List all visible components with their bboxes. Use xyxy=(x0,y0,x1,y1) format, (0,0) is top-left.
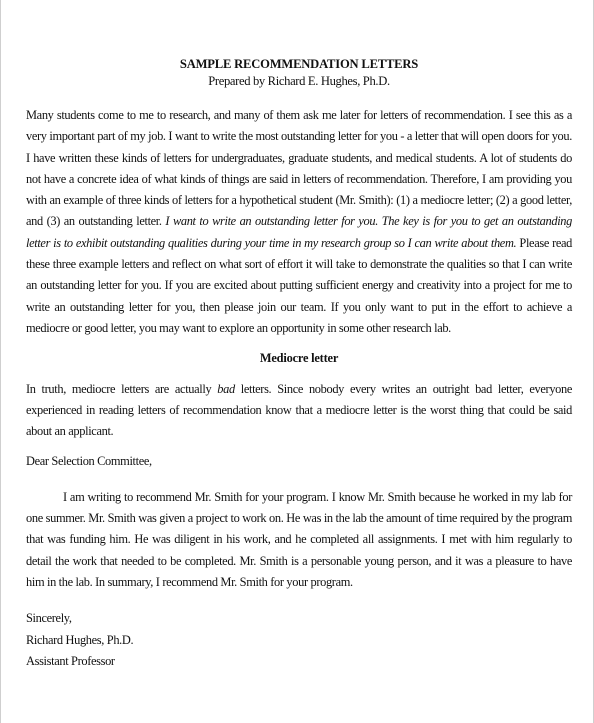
author-line: Prepared by Richard E. Hughes, Ph.D. xyxy=(208,74,390,88)
spacer xyxy=(26,593,572,608)
mediocre-intro-before: In truth, mediocre letters are actually xyxy=(26,381,218,396)
mediocre-intro-italic: bad xyxy=(217,381,235,396)
section-heading-mediocre: Mediocre letter xyxy=(259,351,339,366)
signature-name: Richard Hughes, Ph.D. xyxy=(26,632,134,647)
letter-salutation: Dear Selection Committee, xyxy=(26,454,152,469)
mediocre-intro-paragraph xyxy=(26,379,572,443)
signature-title: Assistant Professor xyxy=(26,653,115,668)
mediocre-intro-after: letters. Since nobody every writes an outright bad letter, everyone experienced in reading letters of recommendation know that a mediocre letter is the worst thing that could be said about an applicant. xyxy=(26,381,572,439)
intro-italic-text: I want to write an outstanding letter for you. The key is for you to get an outstanding letter is to exhibit outstanding qualities during your time in my research group so I can write about them. xyxy=(26,214,572,250)
letter-body: I am writing to recommend Mr. Smith for your program. I know Mr. Smith because he worked in my lab for one summer. Mr. Smith was given a project to work on. He was in the lab the amount of time required by the program that was funding him. He was diligent in his work, and he completed all assignments. I met with him regularly to detail the work that needed to be completed. Mr. Smith is a personable young person, and it was a pleasure to have him in the lab. In summary, I recommend Mr. Smith for your program. xyxy=(26,489,572,589)
document-body xyxy=(26,56,572,672)
letter-closing: Sincerely, xyxy=(26,611,72,626)
intro-paragraph xyxy=(26,105,572,339)
spacer xyxy=(26,442,572,451)
intro-text-part1: Many students come to me to research, and many of them ask me later for letters of recommendation. I see this as a very important part of my job. I want to write the most outstanding letter for you - a letter that will open doors for you. I have written these kinds of letters for undergraduates, graduate students, and medical students. A lot of students do not have a concrete idea of what kinds of things are said in letters of recommendation. Therefore, I am providing you with an example of three kinds of letters for a hypothetical student (Mr. Smith): (1) a mediocre letter; (2) a good letter, and (3) an outstanding letter. xyxy=(26,108,572,229)
spacer xyxy=(26,473,572,487)
intro-text-part2: Please read these three example letters and reflect on what sort of effort it will take to demonstrate the qualities so that I can write an outstanding letter for you. If you are excited about putting sufficient energy and creativity into a project for me to write an outstanding letter for you, then please join our team. If you only want to put in the effort to achieve a mediocre or good letter, you may want to explore an opportunity in some other research lab. xyxy=(26,235,572,335)
document-title: SAMPLE RECOMMENDATION LETTERS xyxy=(179,57,419,71)
